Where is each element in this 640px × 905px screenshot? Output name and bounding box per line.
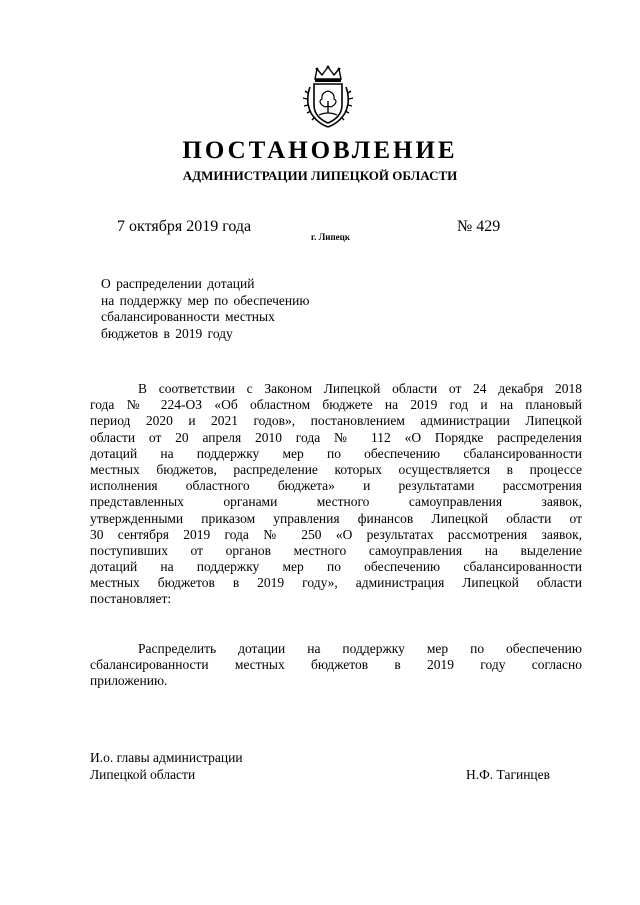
body-paragraph-1 [90,381,582,608]
signature-position-line: Липецкой области [90,767,196,782]
paragraph-line: местных бюджетов в 2019 году», администрация Липецкой области [90,575,582,591]
paragraph-line: представленных органами местного самоуправления заявок, [90,494,582,510]
signature-position-line: И.о. главы администрации [90,750,243,765]
paragraph-line: приложению. [90,673,168,689]
signature-name: Н.Ф. Тагинцев [466,767,551,782]
paragraph-line: дотаций на поддержку мер по обеспечению сбалансированности [90,445,582,461]
subject-line: сбалансированности местных [101,309,275,324]
paragraph-line: постановляет: [90,591,172,607]
paragraph-line: период 2020 и 2021 годов», постановлением администрации Липецкой [90,413,582,429]
paragraph-line: исполнения областного бюджета» и результатами рассмотрения [90,478,582,494]
subject-line: О распределении дотаций [101,276,255,291]
document-city: г. Липецк [311,232,351,242]
signature-position [90,749,243,783]
paragraph-line: В соответствии с Законом Липецкой области от 24 декабря 2018 [138,381,582,396]
paragraph-line: местных бюджетов, распределение которых осуществляется в процессе [90,461,582,477]
document-subject [101,276,309,342]
paragraph-line: Распределить дотации на поддержку мер по обеспечению [138,641,582,656]
paragraph-line: области от 20 апреля 2010 года № 112 «О Порядке распределения [90,429,582,445]
document-title: ПОСТАНОВЛЕНИЕ [182,137,458,164]
subject-line: бюджетов в 2019 году [101,325,233,341]
body-paragraph-2 [90,641,582,690]
paragraph-line: поступивших от органов местного самоуправления на выделение [90,542,582,558]
lipetsk-coat-of-arms-icon [301,65,355,129]
paragraph-line: дотаций на поддержку мер по обеспечению сбалансированности [90,559,582,575]
paragraph-line: 30 сентября 2019 года № 250 «О результатах рассмотрения заявок, [90,526,582,542]
paragraph-line: года № 224-ОЗ «Об областном бюджете на 2019 год и на плановый [90,397,582,413]
paragraph-line: утвержденными приказом управления финансов Липецкой области от [90,510,582,526]
document-number: № 429 [457,218,501,235]
paragraph-line: сбалансированности местных бюджетов в 2019 году согласно [90,657,582,673]
document-subtitle: АДМИНИСТРАЦИИ ЛИПЕЦКОЙ ОБЛАСТИ [182,168,458,183]
subject-line: на поддержку мер по обеспечению [101,292,310,308]
document-date: 7 октября 2019 года [117,218,252,235]
